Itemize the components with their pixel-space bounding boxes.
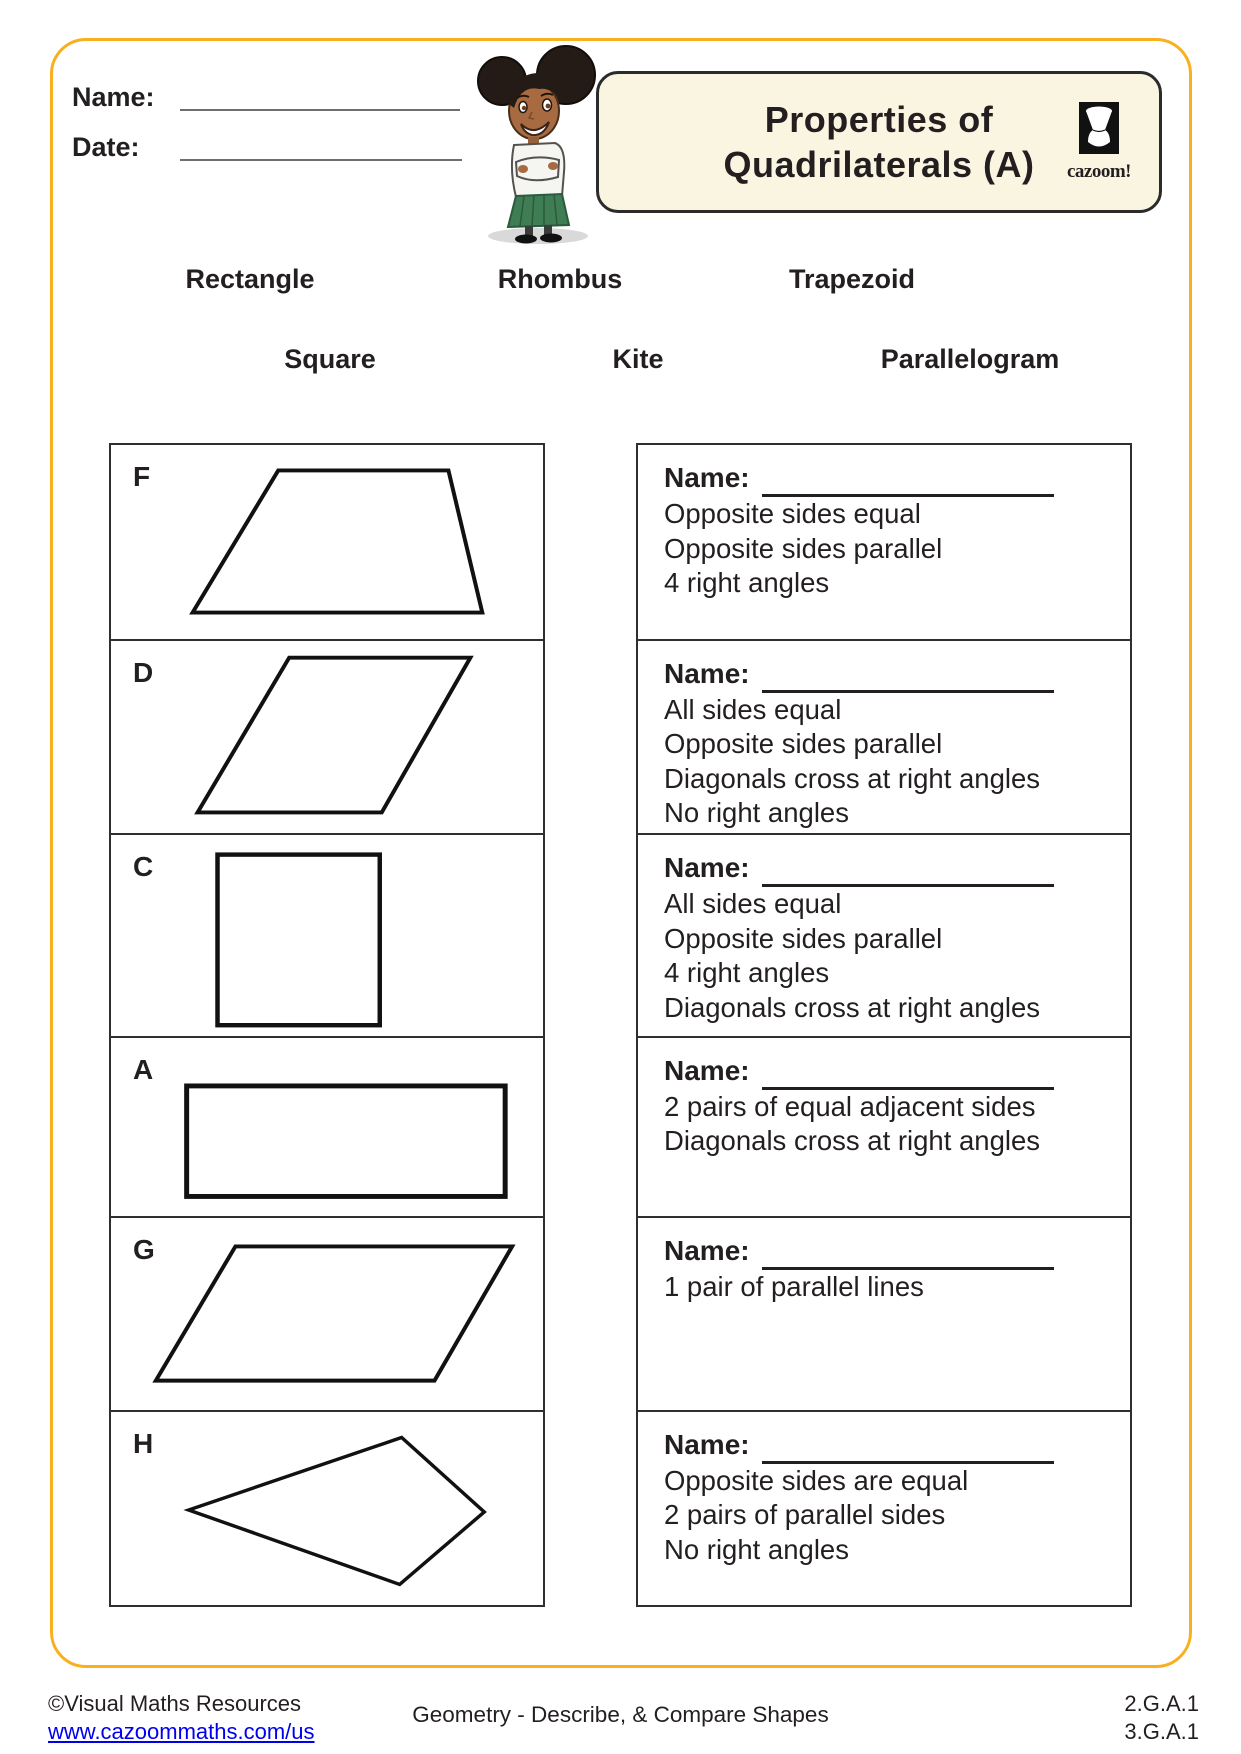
name-label: Name: [664,1054,750,1086]
word-bank-square: Square [284,344,376,374]
property-line: 1 pair of parallel lines [664,1271,924,1302]
cazoom-drum-icon [1079,102,1119,154]
property-line: 2 pairs of equal adjacent sides [664,1090,1036,1122]
properties-cell-D [636,639,1132,836]
website-link[interactable]: www.cazoommaths.com/us [48,1719,315,1744]
property-line: Diagonals cross at right angles [664,991,1041,1023]
word-bank-trapezoid: Trapezoid [788,264,916,294]
property-line: All sides equal [664,693,842,725]
copyright-text: ©Visual Maths Resources [48,1691,302,1716]
cazoom-logo-text: cazoom! [1066,161,1132,182]
shape-cell-D [109,639,545,836]
rectangle-shape [111,1038,543,1217]
shape-letter: C [133,851,154,882]
footer-standards [1124,1690,1199,1746]
property-line: 2 pairs of parallel sides [664,1499,946,1530]
property-line: Opposite sides are equal [664,1464,969,1496]
name-label: Name: [664,657,750,689]
name-blank-line[interactable] [180,109,460,111]
word-bank-parallelogram: Parallelogram [880,344,1060,374]
answer-blank[interactable] [762,1239,1054,1270]
answer-blank[interactable] [762,856,1054,887]
title-line-2: Quadrilaterals (A) [723,144,1035,185]
cazoom-logo [1055,102,1143,183]
property-line: 4 right angles [664,957,830,988]
standard-code-2: 3.G.A.1 [1124,1719,1199,1744]
shape-letter: D [133,656,154,688]
date-label: Date: [72,132,140,162]
name-label: Name: [664,1428,750,1460]
properties-cell-A [636,1036,1132,1219]
properties-cell-H [636,1410,1132,1607]
shapes-column [109,443,545,1607]
word-bank-rhombus: Rhombus [497,264,623,294]
shape-cell-A [109,1036,545,1219]
shape-cell-F [109,443,545,641]
answer-blank[interactable] [762,1059,1054,1090]
name-label: Name: [664,462,750,493]
date-blank-line[interactable] [180,159,462,161]
property-line: No right angles [664,797,849,828]
property-line: Opposite sides equal [664,498,921,529]
property-line: Diagonals cross at right angles [664,1125,1041,1156]
property-line: All sides equal [664,888,842,919]
name-label: Name: [664,1235,750,1266]
property-line: No right angles [664,1533,849,1565]
shape-cell-C [109,833,545,1038]
footer-topic-text: Geometry - Describe, & Compare Shapes [412,1702,829,1727]
girl-mascot-illustration [462,44,614,246]
shape-cell-G [109,1216,545,1412]
rhombus-shape [111,641,543,834]
property-line: Opposite sides parallel [664,728,943,759]
properties-cell-G [636,1216,1132,1412]
square-shape [111,835,543,1036]
standard-code-1: 2.G.A.1 [1124,1691,1199,1716]
shape-letter: G [133,1234,155,1265]
property-line: Diagonals cross at right angles [664,762,1041,794]
answer-blank[interactable] [762,1433,1054,1464]
answer-blank[interactable] [762,662,1054,693]
property-line: Opposite sides parallel [664,532,943,564]
properties-cell-F [636,443,1132,641]
shape-cell-H [109,1410,545,1607]
properties-cell-C [636,833,1132,1038]
property-line: Opposite sides parallel [664,922,943,954]
parallelogram-shape [111,1218,543,1410]
properties-column [636,443,1132,1607]
name-label: Name: [72,82,155,112]
name-label: Name: [664,852,750,883]
kite-shape [111,1412,543,1605]
answer-blank[interactable] [762,466,1054,497]
worksheet-title-box [596,71,1162,213]
shape-letter: F [133,461,151,492]
shape-letter: A [133,1053,154,1085]
word-bank-rectangle: Rectangle [185,264,315,294]
title-line-1: Properties of [764,99,994,140]
property-line: 4 right angles [664,567,830,598]
shape-letter: H [133,1427,154,1459]
word-bank-kite: Kite [612,344,664,374]
trapezoid-shape [111,445,543,639]
